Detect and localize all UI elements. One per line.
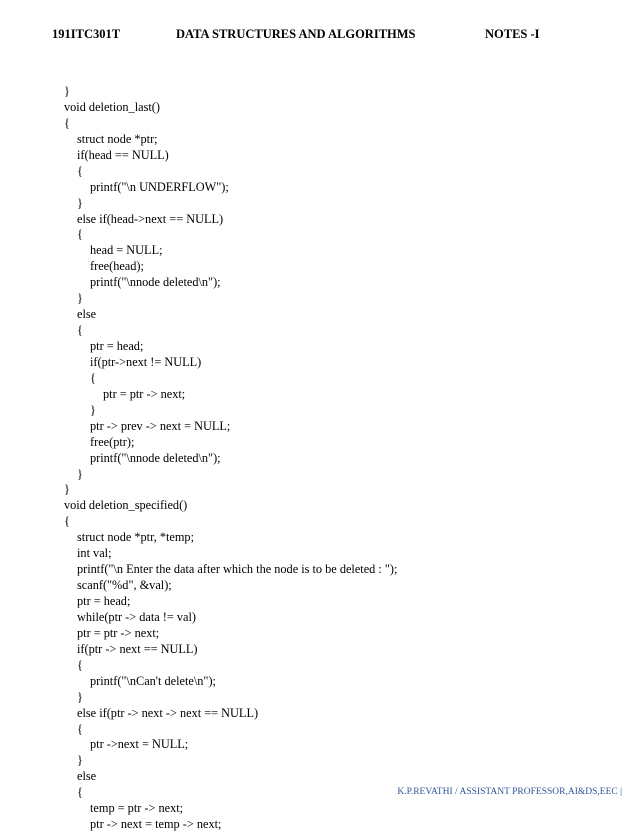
code-line: } (64, 482, 70, 497)
code-line: ptr = ptr -> next; (77, 625, 160, 640)
code-line: } (77, 195, 83, 210)
code-line: free(head); (90, 259, 144, 274)
code-line: { (77, 721, 83, 736)
header-course-code: 191ITC301T (52, 27, 121, 41)
code-line: } (90, 402, 96, 417)
code-line: else (77, 769, 97, 784)
code-line: } (77, 689, 83, 704)
code-line: else if(head->next == NULL) (77, 211, 224, 226)
code-line: { (77, 785, 83, 800)
code-line: ptr = head; (90, 339, 144, 353)
code-line: if(head == NULL) (77, 147, 169, 162)
header-notes-label: NOTES -I (485, 27, 540, 41)
code-line: } (77, 466, 83, 481)
code-line: printf("\n Enter the data after which the node is to be deleted : "); (77, 562, 398, 577)
code-line: { (64, 115, 70, 130)
code-line: { (64, 514, 70, 529)
code-line: scanf("%d", &val); (77, 578, 172, 593)
code-line: } (64, 84, 70, 98)
code-line: } (77, 753, 83, 768)
code-line: printf("\nCan't delete\n"); (90, 673, 216, 688)
code-line: if(ptr -> next == NULL) (77, 641, 198, 656)
code-line: void deletion_last() (64, 99, 160, 114)
code-line: printf("\nnode deleted\n"); (90, 275, 221, 290)
code-line: else (77, 307, 97, 322)
header-course-title: DATA STRUCTURES AND ALGORITHMS (176, 27, 416, 41)
code-line: void deletion_specified() (64, 498, 188, 513)
code-line: struct node *ptr; (77, 131, 158, 146)
code-line: free(ptr); (90, 434, 135, 449)
code-line: } (77, 291, 83, 306)
code-line: ptr = head; (77, 594, 131, 608)
code-block (64, 84, 397, 833)
code-line: { (77, 227, 83, 242)
code-line: { (77, 657, 83, 672)
code-line: { (77, 323, 83, 338)
code-line: ptr ->next = NULL; (90, 737, 189, 752)
code-line: while(ptr -> data != val) (77, 609, 197, 624)
code-line: ptr -> next = temp -> next; (90, 817, 222, 832)
code-line: printf("\n UNDERFLOW"); (90, 179, 229, 194)
code-line: ptr = ptr -> next; (103, 386, 186, 401)
code-line: { (77, 163, 83, 178)
footer-author: K.P.REVATHI / ASSISTANT PROFESSOR,AI&DS,EEC | (397, 787, 622, 797)
code-line: temp = ptr -> next; (90, 801, 184, 816)
code-line: struct node *ptr, *temp; (77, 530, 194, 545)
code-line: else if(ptr -> next -> next == NULL) (77, 705, 259, 720)
code-line: printf("\nnode deleted\n"); (90, 450, 221, 465)
code-line: head = NULL; (90, 243, 163, 258)
code-line: if(ptr->next != NULL) (90, 354, 202, 369)
code-line: ptr -> prev -> next = NULL; (90, 418, 231, 433)
code-line: int val; (77, 546, 112, 561)
code-line: { (90, 370, 96, 385)
